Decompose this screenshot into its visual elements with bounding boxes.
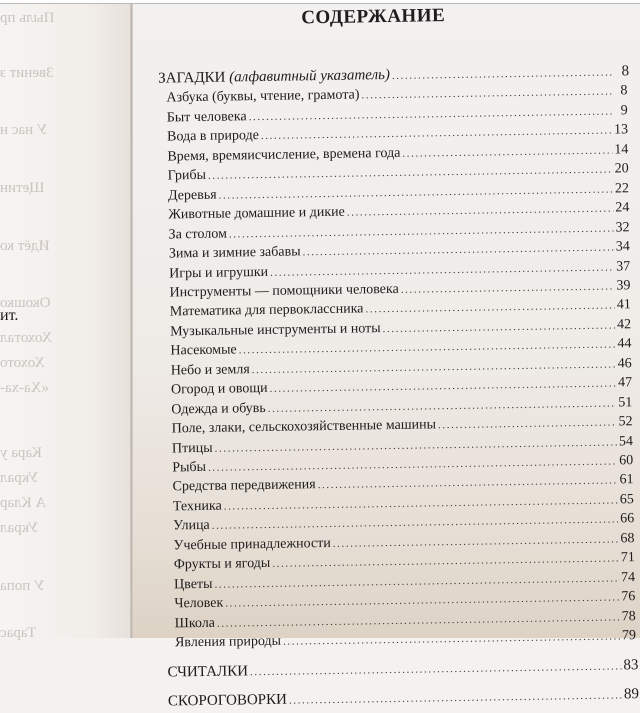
toc-page-number: 32: [615, 219, 630, 236]
toc-page-number: 66: [620, 511, 635, 527]
toc-page-number: 24: [615, 200, 630, 216]
show-through-line-text: Хохотал: [0, 330, 53, 346]
show-through-line-text: Кара у: [0, 445, 42, 461]
show-through-line-text: А Клар: [0, 495, 47, 511]
toc-page-number: 79: [621, 628, 637, 644]
toc-page-number: 39: [616, 278, 631, 294]
toc-entry-label: [172, 476, 315, 497]
toc-entry-label: [170, 300, 364, 322]
show-through-line: [0, 355, 128, 372]
toc-page-number: 83: [623, 656, 639, 673]
toc-section: [168, 685, 639, 711]
toc-entry-label: [174, 594, 223, 614]
toc-entry-title: Время, времяисчисление, времена года: [167, 145, 401, 165]
toc-entry-title: Птицы: [171, 440, 213, 456]
toc-entry-title: Небо и земля: [170, 361, 250, 379]
toc-entry-title: Явления природы: [174, 633, 282, 651]
toc-entry-title: Одежда и обувь: [171, 400, 266, 418]
toc-entry-title: ЗАГАДКИ: [158, 69, 226, 87]
toc-entry-label: [168, 166, 207, 186]
toc-page-number: 41: [616, 297, 631, 313]
dot-leader: [283, 627, 620, 651]
toc-entry-title: Игры и игрушки: [169, 264, 269, 281]
show-through-line: [0, 578, 128, 595]
toc-entry-label: [166, 86, 359, 108]
toc-entry-label: [169, 262, 268, 283]
toc-page-number: 8: [621, 63, 630, 80]
show-through-line-text: Щетин: [0, 180, 45, 196]
toc-page-number: 61: [619, 472, 634, 488]
toc-entry-title: Насекомые: [170, 342, 237, 359]
show-through-line-text: Окошко: [0, 295, 51, 311]
toc-section: [167, 656, 638, 682]
toc-entry-label: [175, 632, 281, 653]
toc-entry-note: (алфавитный указатель): [229, 66, 391, 86]
show-through-line: [0, 470, 128, 487]
toc-entry-title: Вода в природе: [166, 128, 260, 145]
toc-entry-title: Школа: [174, 615, 216, 632]
left-page-text-fragment: ит.: [0, 307, 19, 324]
table-of-contents: [133, 0, 640, 710]
toc-page-number: 44: [617, 336, 632, 352]
show-through-line: [0, 625, 128, 642]
toc-page-number: 54: [618, 433, 634, 449]
toc-page-number: 9: [620, 103, 628, 119]
toc-page-number: 74: [620, 569, 636, 586]
toc-entry-title: Учебные принадлежности: [173, 535, 331, 554]
dot-leader: [250, 657, 622, 682]
toc-entry-title: Грибы: [167, 168, 207, 184]
show-through-line: [0, 380, 128, 397]
toc-entry-title: Азбука (буквы, чтение, грамота): [166, 87, 360, 106]
show-through-line: [0, 495, 128, 512]
show-through-line-text: Украл: [0, 520, 39, 536]
toc-page-number: 65: [619, 492, 634, 508]
show-through-line-text: У попа: [0, 578, 45, 594]
toc-entry-label: [174, 575, 213, 595]
show-through-line-text: Звенит з: [0, 65, 54, 81]
toc-entry-title: Быт человека: [166, 109, 247, 126]
toc-entry-title: Математика для первоклассника: [169, 301, 364, 320]
show-through-line: [0, 10, 128, 27]
toc-page-number: 13: [613, 122, 629, 138]
show-through-line: [0, 122, 128, 139]
toc-entry-label: [174, 554, 271, 575]
toc-page-number: 37: [616, 258, 631, 274]
toc-entry-label: [168, 185, 217, 205]
toc-entry-title: Огород и овощи: [170, 381, 268, 398]
toc-page-number: 22: [614, 180, 630, 197]
toc-entry-title: Инструменты — помощники человека: [169, 281, 399, 301]
show-through-line: [0, 445, 128, 462]
toc-entry-label: [167, 107, 247, 127]
toc-page-number: 8: [620, 83, 628, 99]
toc-entry-title: За столом: [168, 226, 228, 243]
show-through-line-text: Украл: [0, 470, 39, 486]
show-through-line: [0, 295, 128, 312]
show-through-line-text: «Ха-ха-: [0, 380, 49, 396]
toc-entry-title: Рыбы: [172, 459, 207, 476]
toc-entry-label: [169, 242, 301, 263]
toc-entry-title: Улица: [173, 518, 210, 534]
toc-entry-label: [167, 126, 259, 146]
toc-entry-title: Техника: [172, 498, 222, 515]
toc-entry-title: СЧИТАЛКИ: [167, 662, 249, 681]
toc-entry-title: Деревья: [167, 187, 217, 204]
show-through-line-text: У нас н: [0, 122, 48, 138]
toc-entry-label: [171, 360, 250, 380]
toc-entry-label: [168, 691, 287, 712]
toc-page-number: 34: [615, 239, 630, 255]
toc-page-number: 47: [617, 375, 633, 391]
toc-entry-title: Средства передвижения: [172, 477, 316, 495]
show-through-line: [0, 65, 128, 82]
toc-entry-title: СКОРОГОВОРКИ: [167, 691, 288, 710]
toc-entry-title: Фрукты и ягоды: [173, 556, 271, 573]
dot-leader: [289, 686, 622, 710]
toc-entry-label: [167, 662, 248, 682]
show-through-line: [0, 330, 128, 347]
show-through-line-text: Тарас: [0, 625, 37, 641]
toc-page-number: 52: [618, 414, 633, 430]
show-through-line: [0, 520, 128, 537]
toc-page-number: 51: [618, 394, 633, 411]
toc-entry-label: [171, 399, 266, 419]
toc-entry-label: [172, 438, 213, 458]
toc-entry-title: Музыкальные инструменты и ноты: [170, 320, 381, 340]
toc-entry-label: [168, 203, 345, 225]
right-book-page: [133, 4, 640, 710]
show-through-line: [0, 238, 128, 255]
toc-page-number: 71: [620, 550, 635, 566]
toc-entry-label: [173, 497, 222, 517]
toc-page-number: 68: [620, 530, 635, 547]
toc-page-number: 46: [617, 355, 632, 372]
toc-entry-label: [173, 516, 210, 536]
toc-page-number: 42: [616, 317, 632, 333]
show-through-line: [0, 180, 128, 197]
show-through-line-text: Хохото: [0, 355, 46, 371]
show-through-line-text: Пыль пр: [0, 10, 55, 26]
toc-entry-label: [168, 224, 227, 244]
toc-page-number: 20: [614, 161, 629, 177]
toc-entry-label: [172, 458, 206, 478]
toc-entry-label: [170, 341, 237, 361]
toc-page-number: 60: [619, 453, 634, 469]
toc-entry-label: [173, 534, 331, 555]
toc-page-number: 89: [623, 686, 640, 703]
toc-entry-title: Поле, злаки, сельскохозяйственные машины: [171, 417, 437, 437]
left-book-page: [0, 4, 133, 641]
toc-entry-title: Цветы: [174, 576, 213, 593]
toc-page-number: 78: [621, 608, 636, 624]
show-through-line-text: Идёт ко: [0, 238, 50, 254]
toc-entry-title: Животные домашние и дикие: [168, 204, 345, 223]
toc-page-number: 14: [614, 142, 629, 158]
toc-title: СОДЕРЖАНИЕ: [301, 5, 446, 29]
toc-entry-title: Человек: [174, 595, 224, 612]
toc-entry-title: Зима и зимние забавы: [168, 244, 301, 262]
toc-entry-label: [171, 379, 268, 400]
toc-page-number: 76: [621, 589, 636, 605]
toc-entry-label: [175, 613, 216, 633]
